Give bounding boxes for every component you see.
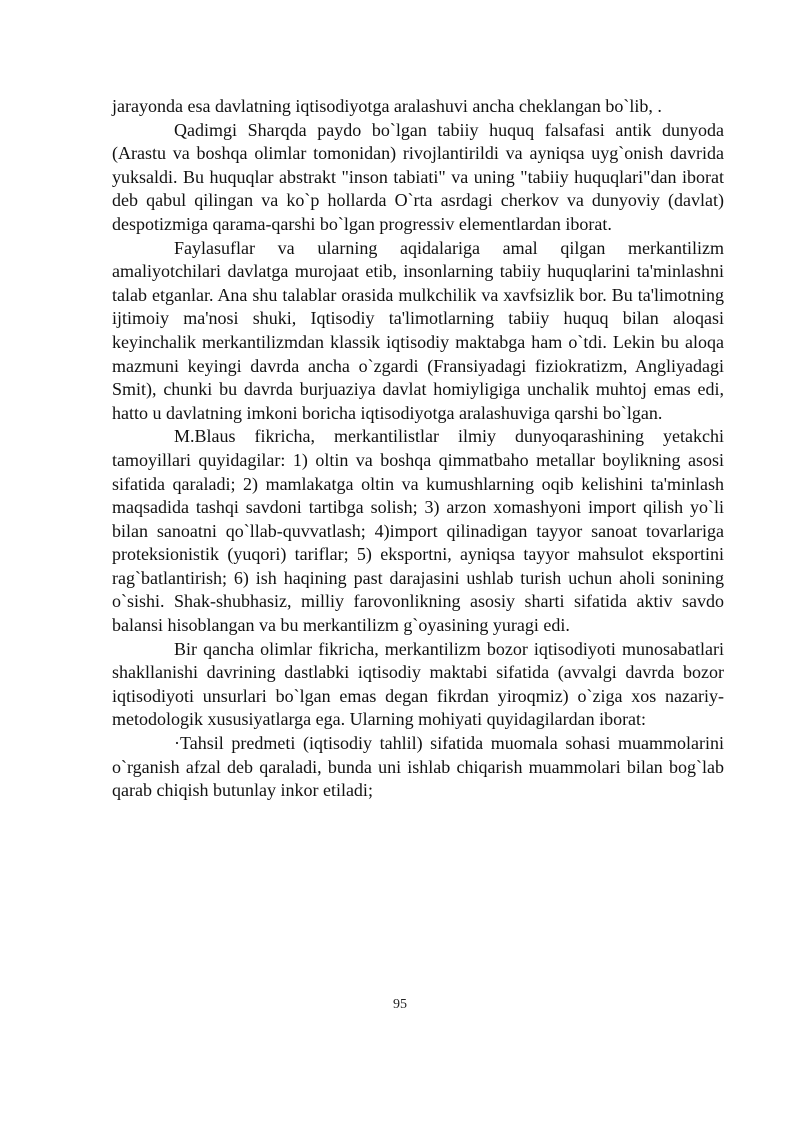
page-body xyxy=(112,95,724,803)
paragraph-philosophers: Faylasuflar va ularning aqidalariga amal qilgan merkantilizm amaliyotchilari davlatga murojaat etib, insonlarning tabiiy huquqlarini ta'minlashni talab etganlar. Ana shu talablar orasida mulkchilik va xavfsizlik bor. Bu ta'limotning ijtimoiy ma'nosi shuki, Iqtisodiy ta'limotlarning tabiiy huquq bilan aloqasi keyinchalik merkantilizmdan klassik iqtisodiy maktabga ham o`tdi. Lekin bu aloqa mazmuni keyingi davrda ancha o`zgardi (Fransiyadagi fiziokratizm, Angliyadagi Smit), chunki bu davrda burjuaziya davlat homiyligiga unchalik muhtoj emas edi, hatto u davlatning imkoni boricha iqtisodiyotga aralashuviga qarshi bo`lgan. xyxy=(112,237,724,423)
paragraph-natural-law: Qadimgi Sharqda paydo bo`lgan tabiiy huquq falsafasi antik dunyoda (Arastu va boshqa olimlar tomonidan) rivojlantirildi va ayniqsa uyg`onish davrida yuksaldi. Bu huquqlar abstrakt "inson tabiati" va uning "tabiiy huquqlari"dan iborat deb qabul qilingan va ko`p hollarda O`rta asrdagi cherkov va dunyoviy (davlat) despotizmiga qarama-qarshi bo`lgan progressiv elementlardan iborat. xyxy=(112,119,724,234)
paragraph-scholars-opinion: Bir qancha olimlar fikricha, merkantilizm bozor iqtisodiyoti munosabatlari shakllanishi davrining dastlabki iqtisodiy maktabi sifatida (avvalgi davrda bozor iqtisodiyoti unsurlari bo`lgan emas degan fikrdan yiroqmiz) o`ziga xos nazariy-metodologik xususiyatlarga ega. Ularning mohiyati quyidagilardan iborat: xyxy=(112,638,724,730)
paragraph-blaus-principles: M.Blaus fikricha, merkantilistlar ilmiy dunyoqarashining yetakchi tamoyillari quyidagilar: 1) oltin va boshqa qimmatbaho metallar boylikning asosi sifatida qaraladi; 2) mamlakatga oltin va kumushlarning oqib kelishini ta'minlash maqsadida tashqi savdoni tartibga solish; 3) arzon xomashyoni import qilish yo`li bilan sanoatni qo`llab-quvvatlash; 4)import qilinadigan tayyor sanoat tovarlariga proteksionistik (yuqori) tariflar; 5) eksportni, ayniqsa tayyor mahsulot eksportini rag`batlantirish; 6) ish haqining past darajasini ushlab turish uchun aholi sonining o`sishi. Shak-shubhasiz, milliy farovonlikning asosiy sharti sifatida aktiv savdo balansi hisoblangan va bu merkantilizm g`oyasining yuragi edi. xyxy=(112,426,724,636)
paragraph-continuation: jarayonda esa davlatning iqtisodiyotga aralashuvi ancha cheklangan bo`lib, . xyxy=(112,96,662,116)
page-number: 95 xyxy=(393,997,407,1012)
paragraph-subject-of-study: ·Tahsil predmeti (iqtisodiy tahlil) sifatida muomala sohasi muammolarini o`rganish afzal deb qaraladi, bunda uni ishlab chiqarish muammolari bilan bog`lab qarab chiqish butunlay inkor etiladi; xyxy=(112,733,724,801)
